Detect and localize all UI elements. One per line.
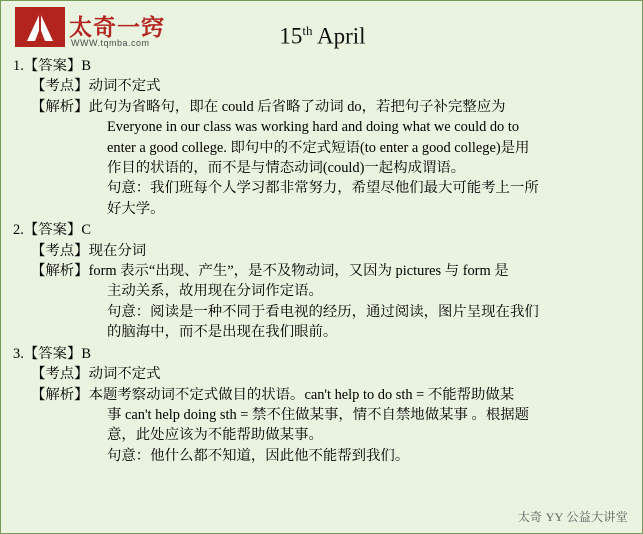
point-row bbox=[9, 364, 634, 384]
meaning-line: 好大学。 bbox=[107, 200, 165, 217]
answer-value: B bbox=[81, 345, 91, 362]
answer-row bbox=[9, 344, 634, 364]
answer-value: C bbox=[81, 222, 91, 239]
analysis-row bbox=[9, 97, 634, 117]
point-value: 动词不定式 bbox=[88, 78, 161, 95]
answer-row bbox=[9, 56, 634, 76]
point-label: 【考点】 bbox=[31, 366, 89, 383]
analysis-line: enter a good college. 即句中的不定式短语(to enter a good college)是用 bbox=[107, 139, 530, 156]
analysis-line: 此句为省略句，即在 could 后省略了动词 do，若把句子补完整应为 bbox=[88, 98, 506, 115]
question-block bbox=[9, 220, 634, 342]
answer-label: 【答案】 bbox=[23, 345, 82, 362]
point-label: 【考点】 bbox=[31, 78, 89, 95]
analysis-line: 主动关系，故用现在分词作定语。 bbox=[107, 283, 323, 300]
question-number: 2. bbox=[13, 222, 24, 239]
document-body bbox=[1, 56, 643, 467]
analysis-label: 【解析】 bbox=[31, 263, 89, 280]
answer-label: 【答案】 bbox=[23, 58, 82, 74]
point-row bbox=[9, 241, 634, 261]
analysis-line: 事 can't help doing sth = 禁不住做某事，情不自禁地做某事 。根据题 bbox=[107, 406, 530, 423]
question-number: 3. bbox=[13, 345, 24, 362]
brand-url: WWW.tqmba.com bbox=[71, 38, 150, 48]
point-row bbox=[9, 76, 634, 96]
page-title-day: 15 bbox=[279, 23, 303, 49]
point-label: 【考点】 bbox=[31, 242, 89, 259]
analysis-line: 本题考察动词不定式做目的状语。can't help to do sth = 不能帮助做某 bbox=[88, 386, 515, 403]
question-number: 1. bbox=[13, 58, 24, 74]
analysis-line: form 表示“出现、产生”，是不及物动词，又因为 pictures 与 form 是 bbox=[88, 263, 509, 280]
answer-label: 【答案】 bbox=[23, 222, 82, 239]
question-block bbox=[9, 56, 634, 219]
meaning-line: 句意：我们班每个人学习都非常努力，希望尽他们最大可能考上一所 bbox=[107, 180, 539, 197]
brand-name: 太奇一窍 bbox=[69, 15, 165, 40]
point-value: 动词不定式 bbox=[88, 366, 161, 383]
page-title-ordinal: th bbox=[302, 23, 313, 38]
question-block bbox=[9, 344, 634, 466]
analysis-line: Everyone in our class was working hard and doing what we could do to bbox=[107, 119, 520, 136]
meaning-line: 的脑海中，而不是出现在我们眼前。 bbox=[107, 324, 338, 341]
analysis-line: 意，此处应该为不能帮助做某事。 bbox=[107, 427, 323, 444]
analysis-row bbox=[9, 261, 634, 281]
point-value: 现在分词 bbox=[88, 242, 147, 259]
meaning-line: 句意：他什么都不知道，因此他不能帮到我们。 bbox=[107, 447, 410, 464]
answer-row bbox=[9, 220, 634, 240]
analysis-line: 作目的状语的，而不是与情态动词(could)一起构成谓语。 bbox=[107, 160, 466, 177]
analysis-label: 【解析】 bbox=[31, 98, 89, 115]
analysis-row bbox=[9, 385, 634, 405]
page-title-month: April bbox=[312, 23, 366, 49]
page-title bbox=[1, 23, 643, 50]
analysis-label: 【解析】 bbox=[31, 386, 89, 403]
footer-text: 太奇 YY 公益大讲堂 bbox=[517, 510, 628, 524]
answer-value: B bbox=[81, 58, 91, 74]
meaning-line: 句意：阅读是一种不同于看电视的经历，通过阅读，图片呈现在我们 bbox=[107, 303, 539, 320]
